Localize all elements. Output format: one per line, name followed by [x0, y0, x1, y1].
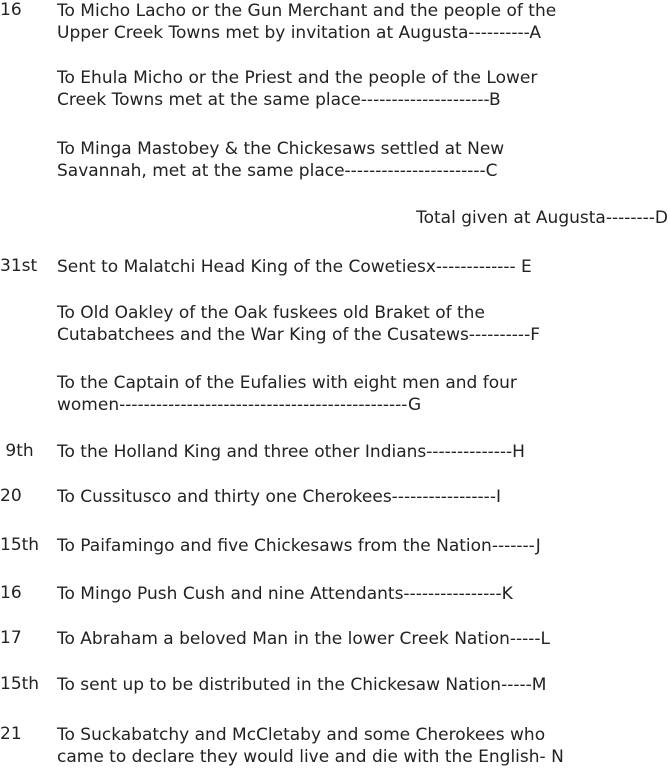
- entry-line: Upper Creek Towns met by invitation at Augusta----------A: [57, 23, 542, 43]
- entry-line: To the Captain of the Eufalies with eight men and four: [57, 373, 517, 393]
- entry-line: Creek Towns met at the same place---------------------B: [57, 90, 501, 110]
- entry-line: To Suckabatchy and McCletaby and some Cherokees who: [57, 725, 546, 745]
- entry-line: To the Holland King and three other Indians--------------H: [57, 442, 525, 462]
- entry-line: To Cussitusco and thirty one Cherokees-----------------I: [57, 487, 501, 507]
- entry-line: women-----------------------------------------------G: [57, 395, 422, 415]
- entry-line: To Old Oakley of the Oak fuskees old Braket of the: [57, 303, 485, 323]
- entry-line: Sent to Malatchi Head King of the Cowetiesx------------- E: [57, 257, 532, 277]
- total-line: Total given at Augusta--------D: [416, 208, 668, 228]
- entry-date: 16: [0, 0, 22, 20]
- entry-date: 21: [0, 724, 22, 744]
- entry-date: 16: [0, 583, 22, 603]
- entry-date: 9th: [0, 441, 34, 461]
- entry-line: To Abraham a beloved Man in the lower Creek Nation-----L: [57, 629, 551, 649]
- entry-line: To sent up to be distributed in the Chickesaw Nation-----M: [57, 675, 547, 695]
- entry-line: To Paifamingo and five Chickesaws from the Nation-------J: [57, 536, 541, 556]
- entry-line: To Minga Mastobey & the Chickesaws settled at New: [57, 139, 505, 159]
- entry-line: Savannah, met at the same place-----------------------C: [57, 161, 498, 181]
- entry-date: 15th: [0, 674, 40, 694]
- entry-line: came to declare they would live and die with the English- N: [57, 747, 564, 767]
- entry-date: 31st: [0, 256, 38, 276]
- entry-date: 17: [0, 628, 22, 648]
- entry-date: 20: [0, 486, 22, 506]
- entry-line: To Micho Lacho or the Gun Merchant and the people of the: [57, 1, 557, 21]
- entry-line: To Ehula Micho or the Priest and the people of the Lower: [57, 68, 538, 88]
- entry-line: To Mingo Push Cush and nine Attendants----------------K: [57, 584, 513, 604]
- entry-date: 15th: [0, 535, 40, 555]
- entry-line: Cutabatchees and the War King of the Cusatews----------F: [57, 325, 540, 345]
